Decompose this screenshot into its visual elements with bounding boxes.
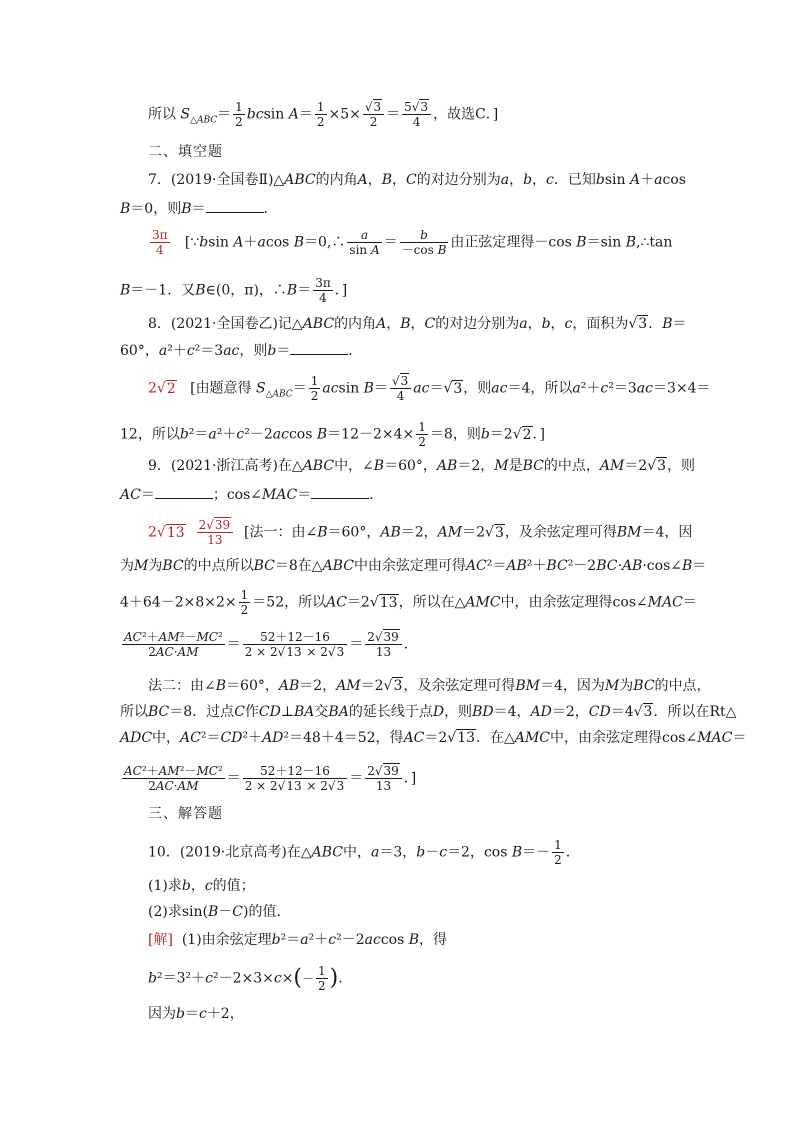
answer-7-value: $\frac{3\pi}{4}$: [152, 228, 168, 257]
question-7-line-2: B＝0，则B＝ ．: [120, 198, 680, 219]
answer-9-line-3: 4＋64－2×8×2× $\frac{1}{2}$ ＝52，所以AC＝2√13，所以在△AMC中，由余弦定理得cos∠MAC＝: [120, 588, 697, 617]
solution-tag: [解]: [148, 932, 173, 948]
question-9-line-2: AC＝ ；cos∠MAC＝ ．: [120, 484, 680, 505]
question-8-line-1: 8．(2021·全国卷乙)记△ABC的内角A，B，C的对边分别为a，b，c，面积为√3．B＝: [148, 316, 687, 332]
section-heading-solve: 三、解答题: [148, 806, 223, 822]
answer-9-method2-line-3: ADC中，AC²＝CD²＋AD²＝48＋4＝52，得AC＝2√13．在△AMC中，由余弦定理得cos∠MAC＝: [120, 730, 747, 746]
answer-9-method2-line-1: 法二：由∠B＝60°，AB＝2，AM＝2√3，及余弦定理可得BM＝4，因为M为BC的中点，: [148, 678, 711, 694]
answer-9-value-1: 2√13: [148, 524, 185, 541]
answer-7-line-2: B＝－1．又B∈(0，π)，∴B＝ $\frac{3\pi}{4}$ ．]: [120, 276, 348, 305]
answer-7-line-1: $\frac{3\pi}{4}$ [∵bsin A＋acos B＝0,∴ $\frac{a}{\text{sin A}}$ ＝ $\frac{b}{\text{－cos B}}$ 由正弦定理得－cos B＝sin B,∴tan: [152, 228, 673, 257]
question-8-line-2: 60°，a²＋c²＝3ac，则b＝ ．: [120, 340, 680, 361]
solution-10-line-2: b²＝3²＋c²－2×3×c×(－ $\frac{1}{2}$ )．: [148, 964, 353, 993]
solution-10-line-1: [解] (1)由余弦定理b²＝a²＋c²－2accos B，得: [148, 932, 448, 948]
answer-9-method2-line-4: $\frac{\text{AC²＋AM²－MC²}}{2AC\cdot AM}$ ＝ $\frac{52+12-16}{2 \times 2√13 \times 2√3}$ ＝ $\frac{2√39}{13}$ ．]: [124, 764, 417, 793]
answer-9-line-2: 为M为BC的中点所以BC＝8在△ABC中由余弦定理可得AC²＝AB²＋BC²－2BC·AB·cos∠B＝: [120, 558, 707, 574]
section-heading-fill-in: 二、填空题: [148, 144, 223, 160]
solution-10-line-3: 因为b＝c＋2，: [148, 1006, 244, 1022]
question-9-line-1: 9．(2021·浙江高考)在△ABC中，∠B＝60°，AB＝2，M是BC的中点，AM＝2√3，则: [148, 458, 696, 474]
answer-8-value: 2√2: [148, 380, 176, 397]
question-7-line-1: 7．(2019·全国卷Ⅱ)△ABC的内角A，B，C的对边分别为a，b，c．已知bsin A＋acos: [148, 172, 686, 188]
question-10: 10．(2019·北京高考)在△ABC中，a＝3，b－c＝2，cos B＝－ $\frac{1}{2}$ ．: [148, 838, 580, 867]
question-10-part-2: (2)求sin(B－C)的值．: [148, 904, 291, 920]
answer-8-line-1: 2√2 [由题意得 $S_{\triangle ABC}=$ $\frac{1}{2}$ acsin B＝ $\frac{√3}{4}$ ac＝√3，则ac＝4，所以a²＋c²＝3ac＝3×4＝: [148, 374, 711, 403]
answer-9-value-2: $\frac{2√39}{13}$: [197, 518, 234, 547]
answer-9-method2-line-2: 所以BC＝8．过点C作CD⊥BA交BA的延长线于点D，则BD＝4，AD＝2，CD＝4√3．所以在Rt△: [120, 704, 737, 720]
question-10-part-1: (1)求b，c的值；: [148, 878, 255, 894]
line-area-conclusion: 所以 $S_{\triangle ABC}=$ $\frac{1}{2}$ bcsin A＝ $\frac{1}{2}$ ×5× $\frac{√3}{2}$ ＝ $\frac{5√3}{4}$ ，故选C．]: [148, 100, 499, 129]
answer-9-line-4: $\frac{\text{AC²＋AM²－MC²}}{2AC\cdot AM}$ ＝ $\frac{52+12-16}{2 \times 2√13 \times 2√3}$ ＝ $\frac{2√39}{13}$ ．: [124, 630, 418, 659]
answer-8-line-2: 12，所以b²＝a²＋c²－2accos B＝12－2×4× $\frac{1}{2}$ ＝8，则b＝2√2．]: [120, 420, 546, 449]
answer-9-line-1: 2√13 $\frac{2√39}{13}$ [法一：由∠B＝60°，AB＝2，AM＝2√3，及余弦定理可得BM＝4，因: [148, 518, 693, 547]
